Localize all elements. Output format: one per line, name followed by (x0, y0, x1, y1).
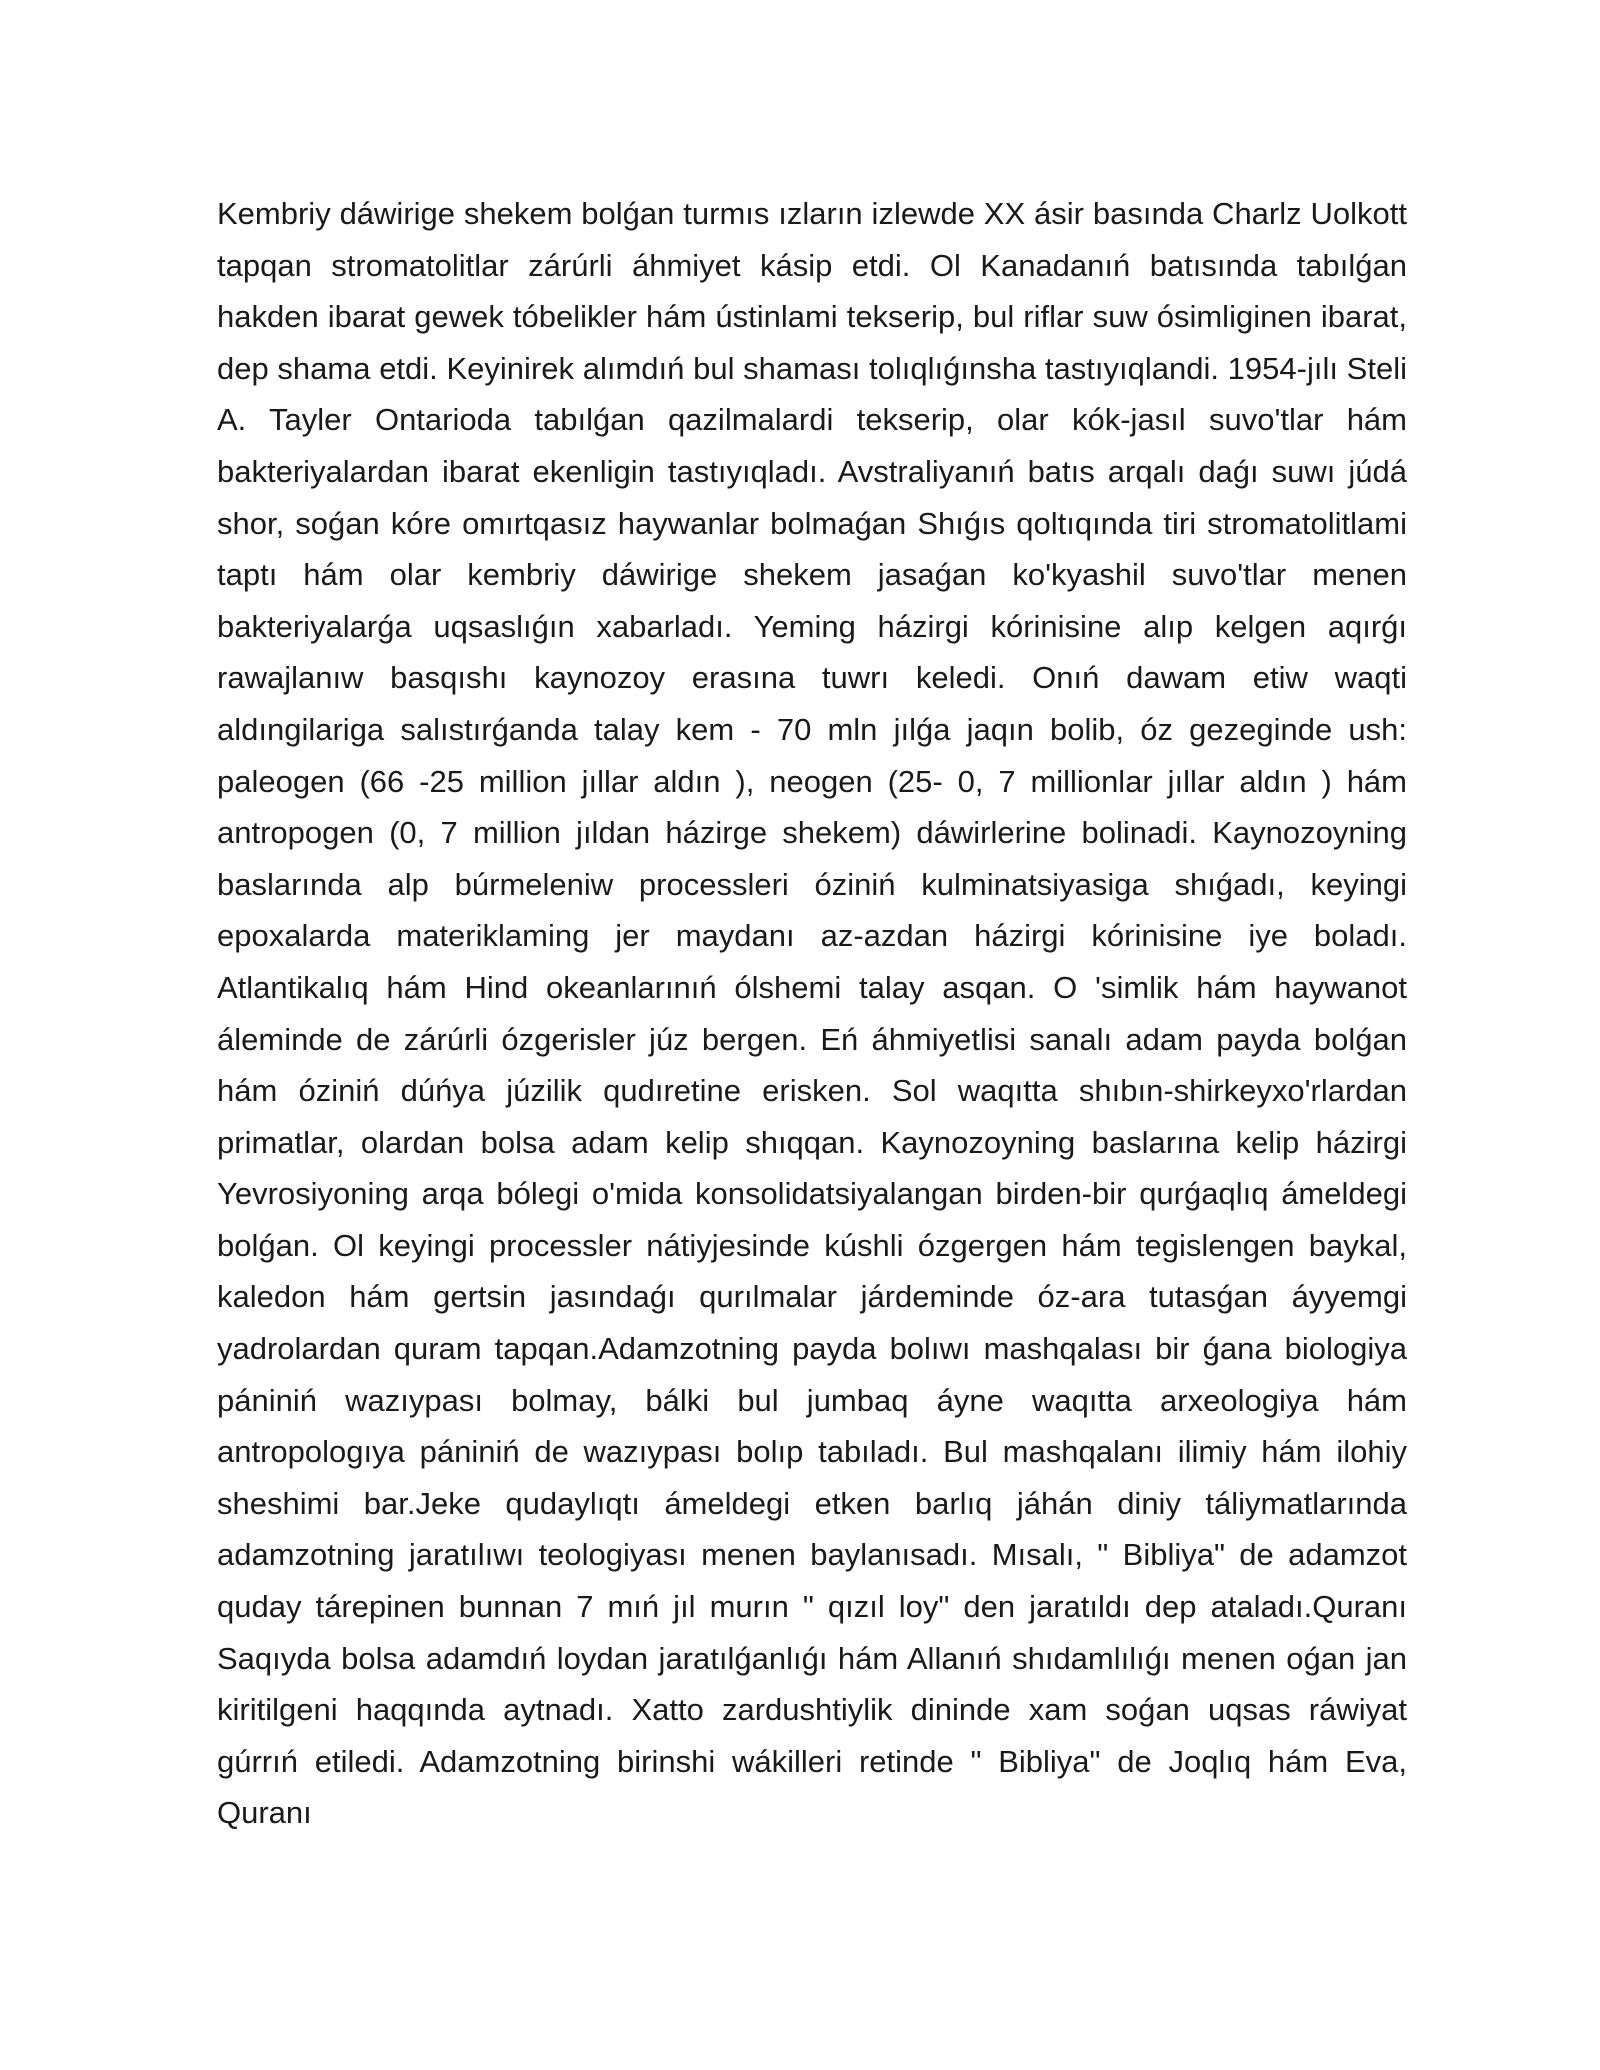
body-paragraph: Kembriy dáwirige shekem bolǵan turmıs ızların izlewde XX ásir basında Charlz Uolkott tapqan stromatolitlar zárúrli áhmiyet kásip etdi. Ol Kanadanıń batısında tabılǵan hakden ibarat gewek tóbelikler hám ústinlami tekserip, bul riflar suw ósimliginen ibarat, dep shama etdi. Keyinirek alımdıń bul shaması tolıqlıǵınsha tastıyıqlandi. 1954-jılı Steli A. Tayler Ontarioda tabılǵan qazilmalardi tekserip, olar kók-jasıl suvo'tlar hám bakteriyalardan ibarat ekenligin tastıyıqladı. Avstraliyanıń batıs arqalı daǵı suwı júdá shor, soǵan kóre omırtqasız haywanlar bolmaǵan Shıǵıs qoltıqında tiri stromatolitlami taptı hám olar kembriy dáwirige shekem jasaǵan ko'kyashil suvo'tlar menen bakteriyalarǵa uqsaslıǵın xabarladı. Yeming házirgi kórinisine alıp kelgen aqırǵı rawajlanıw basqıshı kaynozoy erasına tuwrı keledi. Onıń dawam etiw waqti aldıngilariga salıstırǵanda talay kem - 70 mln jılǵa jaqın bolib, óz gezeginde ush: paleogen (66 -25 million jıllar aldın ), neogen (25- 0, 7 millionlar jıllar aldın ) hám antropogen (0, 7 million jıldan házirge shekem) dáwirlerine bolinadi. Kaynozoyning baslarında alp búrmeleniw processleri óziniń kulminatsiyasiga shıǵadı, keyingi epoxalarda materiklaming jer maydanı az-azdan házirgi kórinisine iye boladı. Atlantikalıq hám Hind okeanlarınıń ólshemi talay asqan. O 'simlik hám haywanot áleminde de zárúrli ózgerisler júz bergen. Eń áhmiyetlisi sanalı adam payda bolǵan hám óziniń dúńya júzilik qudıretine erisken. Sol waqıtta shıbın-shirkeyxo'rlardan primatlar, olardan bolsa adam kelip shıqqan. Kaynozoyning baslarına kelip házirgi Yevrosiyoning arqa bólegi o'mida konsolidatsiyalangan birden-bir qurǵaqlıq ámeldegi bolǵan. Ol keyingi processler nátiyjesinde kúshli ózgergen hám tegislengen baykal, kaledon hám gertsin jasındaǵı qurılmalar járdeminde óz-ara tutasǵan áyyemgi yadrolardan quram tapqan.Adamzotning payda bolıwı mashqalası bir ǵana biologiya pániniń wazıypası bolmay, bálki bul jumbaq áyne waqıtta arxeologiya hám antropologıya pániniń de wazıypası bolıp tabıladı. Bul mashqalanı ilimiy hám ilohiy sheshimi bar.Jeke qudaylıqtı ámeldegi etken barlıq jáhán diniy táliymatlarında adamzotning jaratılıwı teologiyası menen baylanısadı. Mısalı, " Bibliya" de adamzot quday tárepinen bunnan 7 mıń jıl murın " qızıl loy" den jaratıldı dep ataladı.Quranı Saqıyda bolsa adamdıń loydan jaratılǵanlıǵı hám Allanıń shıdamlılıǵı menen oǵan jan kiritilgeni haqqında aytnadı. Xatto zardushtiylik dininde xam soǵan uqsas ráwiyat gúrrıń etiledi. Adamzotning birinshi wákilleri retinde " Bibliya" de Joqlıq hám Eva, Quranı (217, 196, 1407, 1831)
